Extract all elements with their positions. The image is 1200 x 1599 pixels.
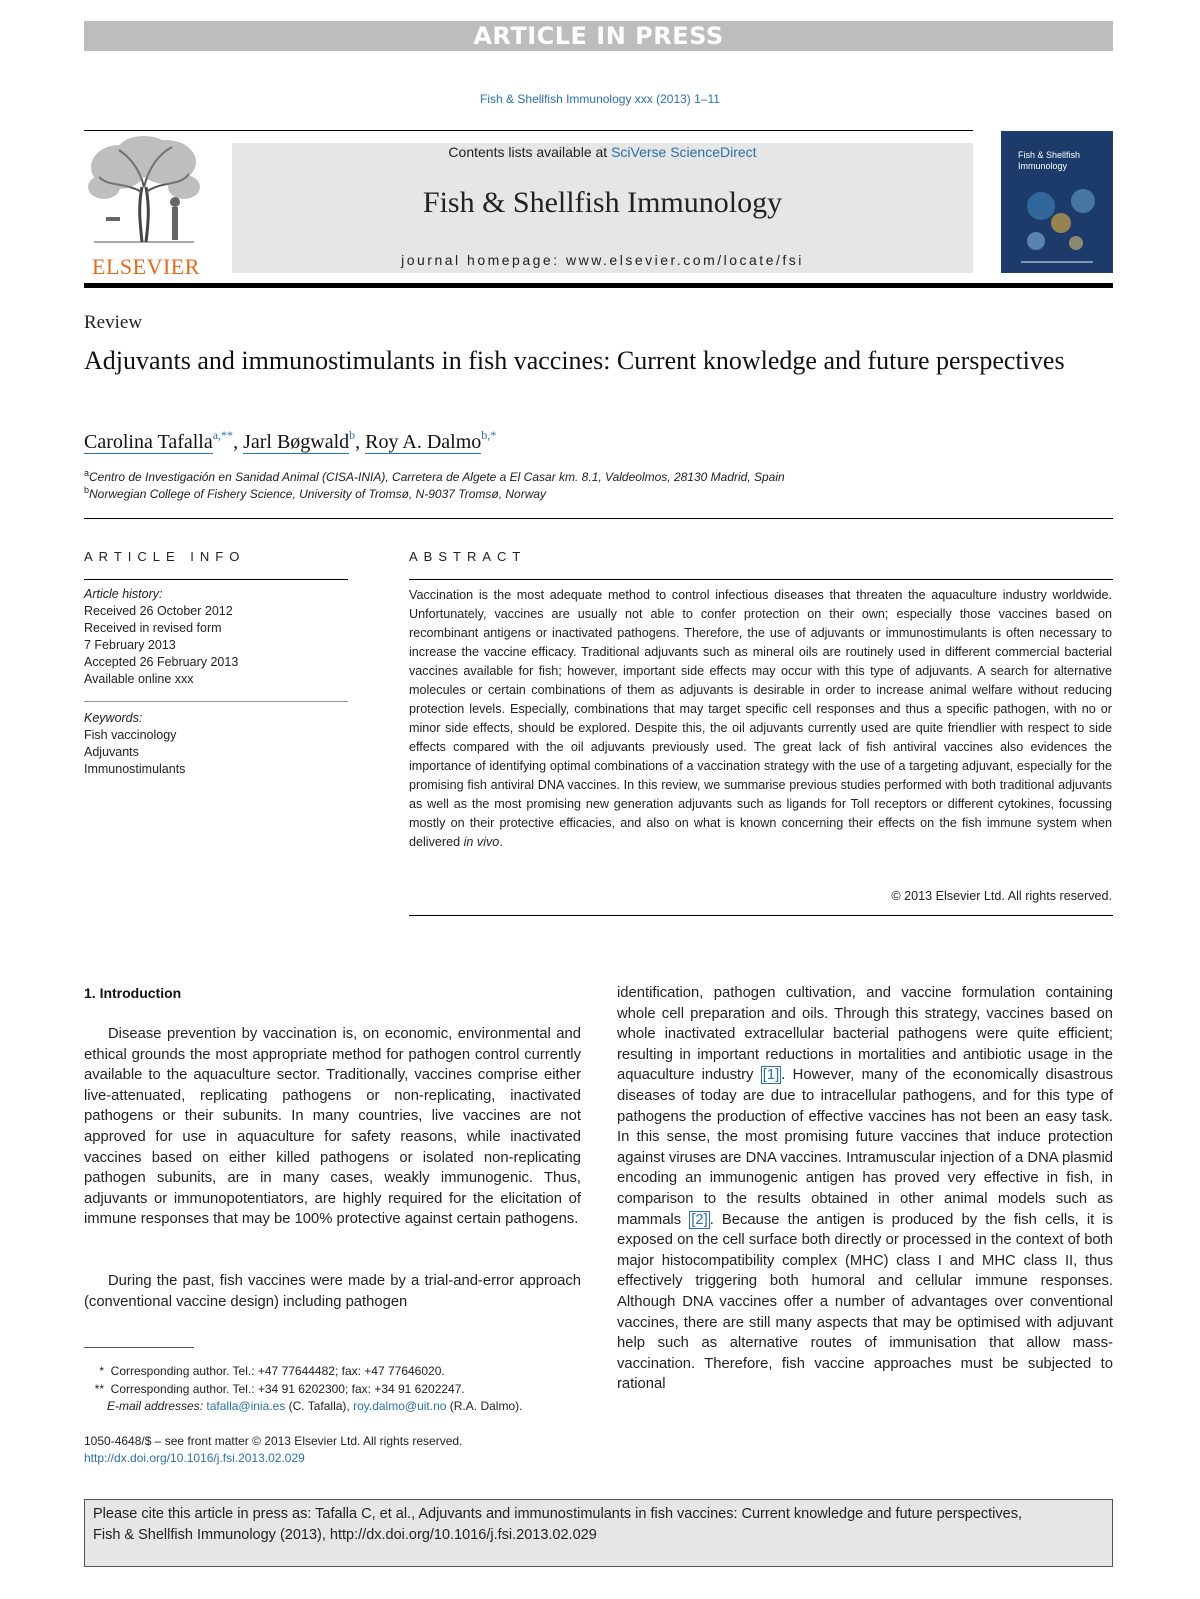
footnote-corresponding-2 [84,1382,604,1396]
affiliation-b [84,485,1084,501]
history-label: Article history: [84,587,163,601]
reference-link[interactable]: [1] [762,1067,780,1084]
author-affiliation-mark[interactable]: b [349,428,356,442]
intro-paragraph-2: During the past, fish vaccines were made by a trial-and-error approach (conventional vaccine design) including pathogen [84,1273,581,1310]
abstract-heading: ABSTRACT [409,549,527,564]
cover-title: Fish & Shellfish Immunology [1018,150,1081,171]
affiliation-text: Centro de Investigación en Sanidad Animal (CISA-INIA), Carretera de Algete a El Casar km. 8.1, Valdeolmos, 28130 Madrid, Spain [89,470,785,484]
header-divider [84,518,1113,519]
footnote-text: Corresponding author. Tel.: +47 77644482; fax: +47 77646020. [110,1364,445,1378]
section-heading-introduction: 1. Introduction [84,985,182,1001]
citation-line-1: Please cite this article in press as: Tafalla C, et al., Adjuvants and immunostimulants in fish vaccines: Current knowledge and future perspectives, [93,1506,1022,1522]
citation-box [84,1499,1113,1567]
footnote-text: Corresponding author. Tel.: +34 91 6202300; fax: +34 91 6202247. [110,1382,465,1396]
email-link[interactable]: roy.dalmo@uit.no [353,1399,447,1413]
article-title: Adjuvants and immunostimulants in fish vaccines: Current knowledge and future perspectives [84,346,1065,375]
email-owner: (C. Tafalla), [285,1399,354,1413]
doi-link[interactable]: http://dx.doi.org/10.1016/j.fsi.2013.02.029 [84,1451,305,1465]
citation-line-2: Fish & Shellfish Immunology (2013), http://dx.doi.org/10.1016/j.fsi.2013.02.029 [93,1527,597,1543]
history-item: 7 February 2013 [84,638,176,652]
sciencedirect-link[interactable]: SciVerse ScienceDirect [611,144,757,160]
keyword-item: Immunostimulants [84,762,186,776]
article-type: Review [84,312,143,333]
keywords [84,710,348,778]
history-item: Accepted 26 February 2013 [84,655,239,669]
intro-right-column [617,983,1113,1395]
abstract-end: . [499,835,503,849]
email-owner: (R.A. Dalmo). [446,1399,523,1413]
affiliation-text: Norwegian College of Fishery Science, University of Tromsø, N-9037 Tromsø, Norway [89,487,547,501]
article-in-press-banner: ARTICLE IN PRESS [84,21,1113,51]
journal-title: Fish & Shellfish Immunology [422,186,783,219]
footnote-rule [84,1347,194,1348]
elsevier-wordmark: ELSEVIER [92,254,200,279]
abstract-body: Vaccination is the most adequate method to control infectious diseases that threaten the aquaculture industry worldwide. Unfortunately, vaccines are usually not able to confer protection on their own; especially those vaccines based on recombinant antigens or inactivated pathogens. Therefore, the use of adjuvants or immunostimulants is often necessary to increase the vaccine efficacy. Traditional adjuvants such as mineral oils are routinely used in different commercial bacterial vaccines available for fish; however, important side effects may occur with this type of adjuvants. A search for alternative molecules or certain combinations of them as adjuvants is desirable in order to increase animal welfare without reducing protection levels. Especially, combinations that may target specific cell responses and thus a specific pathogen, with no or minor side effects, should be explored. Despite this, the oil adjuvants currently used are quite friendlier with respect to side effects compared with the oil adjuvants previously used. The great lack of fish antiviral vaccines also evidences the importance of identifying optimal combinations of a vaccination strategy with the use of a targeting adjuvant, especially for the promising fish antiviral DNA vaccines. In this review, we summarise previous studies performed with both traditional adjuvants as well as the most promising new generation adjuvants such as ligands for Toll receptors or different cytokines, focussing mostly on their protective efficacies, and also on what is known concerning their effects on the fish immune system when delivered [409,588,1112,849]
article-history [84,586,348,688]
keyword-item: Fish vaccinology [84,728,177,742]
author-link[interactable]: Roy A. Dalmo [365,431,482,453]
footnote-corresponding-1 [84,1364,604,1378]
affiliation-label: b [84,485,90,495]
journal-homepage-link[interactable]: journal homepage: www.elsevier.com/locate/fsi [401,252,804,268]
reference-link[interactable]: [2] [691,1211,708,1228]
author-link[interactable]: Carolina Tafalla [84,431,213,453]
footnote-mark: ** [94,1382,104,1396]
keywords-rule [84,701,348,702]
abstract-copyright: © 2013 Elsevier Ltd. All rights reserved. [891,889,1112,903]
intro-paragraph-1: Disease prevention by vaccination is, on economic, environmental and ethical grounds the most appropriate method for pathogen control currently available to the aquaculture sector. Traditionally, vaccines comprise either live-attenuated, replicating pathogens or non-replicating, inactivated pathogens or their subunits. In many countries, live vaccines are not approved for use in aquaculture for safety reasons, while inactivated vaccines based on either killed pathogens or isolated non-replicating pathogen subunits, are in many cases, weakly immunogenic. Thus, adjuvants or immunopotentiators, are highly required for the elicitation of immune responses that may be 100% protective against certain pathogens. [84,1026,581,1228]
journal-citation-link[interactable]: Fish & Shellfish Immunology xxx (2013) 1–11 [480,92,720,106]
email-link[interactable]: tafalla@inia.es [206,1399,286,1413]
footnote-emails [107,1399,627,1413]
contents-line [232,144,973,160]
masthead-top-rule [84,130,973,131]
abstract-bottom-rule [409,915,1113,916]
abstract-italic: in vivo [463,835,500,849]
article-info-heading: ARTICLE INFO [84,549,246,564]
keyword-item: Adjuvants [84,745,139,759]
history-item: Available online xxx [84,672,194,686]
issn-line: 1050-4648/$ – see front matter © 2013 Elsevier Ltd. All rights reserved. [84,1434,463,1448]
history-item: Received 26 October 2012 [84,604,233,618]
footnote-mark: * [99,1364,104,1378]
abstract-rule [409,579,1113,580]
keywords-label: Keywords: [84,711,143,725]
abstract-text [409,586,1112,852]
contents-prefix: Contents lists available at [448,144,612,160]
email-label: E-mail addresses: [107,1399,204,1413]
author-affiliation-mark[interactable]: b,* [481,428,497,442]
article-info-rule [84,579,348,580]
masthead-bottom-rule [84,283,1113,288]
affiliation-a [84,468,1084,484]
author-list: Carolina Tafalla$^{a,**}$, Jarl Bøgwald$^b$, Roy A. Dalmo$^{b,*}$ [84,428,497,453]
body-text: . Because the antigen is produced by the fish cells, it is exposed on the cell surface both directly or processed in the context of both major histocompatibility complex (MHC) class I and MHC class II, thus effectively triggering both humoral and cellular immune responses. Although DNA vaccines offer a number of advantages over conventional vaccines, there are still many aspects that may be optimised with adjuvant help such as alternative routes of immunisation that allow mass-vaccination. Therefore, fish vaccine approaches must be subjected to rational [617,1211,1113,1393]
author-affiliation-mark[interactable]: a,** [212,428,234,442]
affiliation-label: a [84,468,90,478]
body-text: identification, pathogen cultivation, and vaccine formulation containing whole cell preparation and oils. Through this strategy, vaccines based on whole inactivated extracellular bacterial pathogens were quite efficient; resulting in important reductions in mortalities and antibiotic usage in the aquaculture industry [617,985,1113,1084]
body-text: . However, many of the economically disastrous diseases of today are due to intracellular pathogens, and for this type of pathogens the production of effective vaccines has not been an easy task. In this sense, the most promising future vaccines that induce protection against viruses are DNA vaccines. Intramuscular injection of a DNA plasmid encoding an immunogenic antigen has proved very effective in fish, in comparison to the results obtained in other animal models such as mammals [617,1067,1113,1228]
history-item: Received in revised form [84,621,222,635]
author-link[interactable]: Jarl Bøgwald [243,431,350,453]
